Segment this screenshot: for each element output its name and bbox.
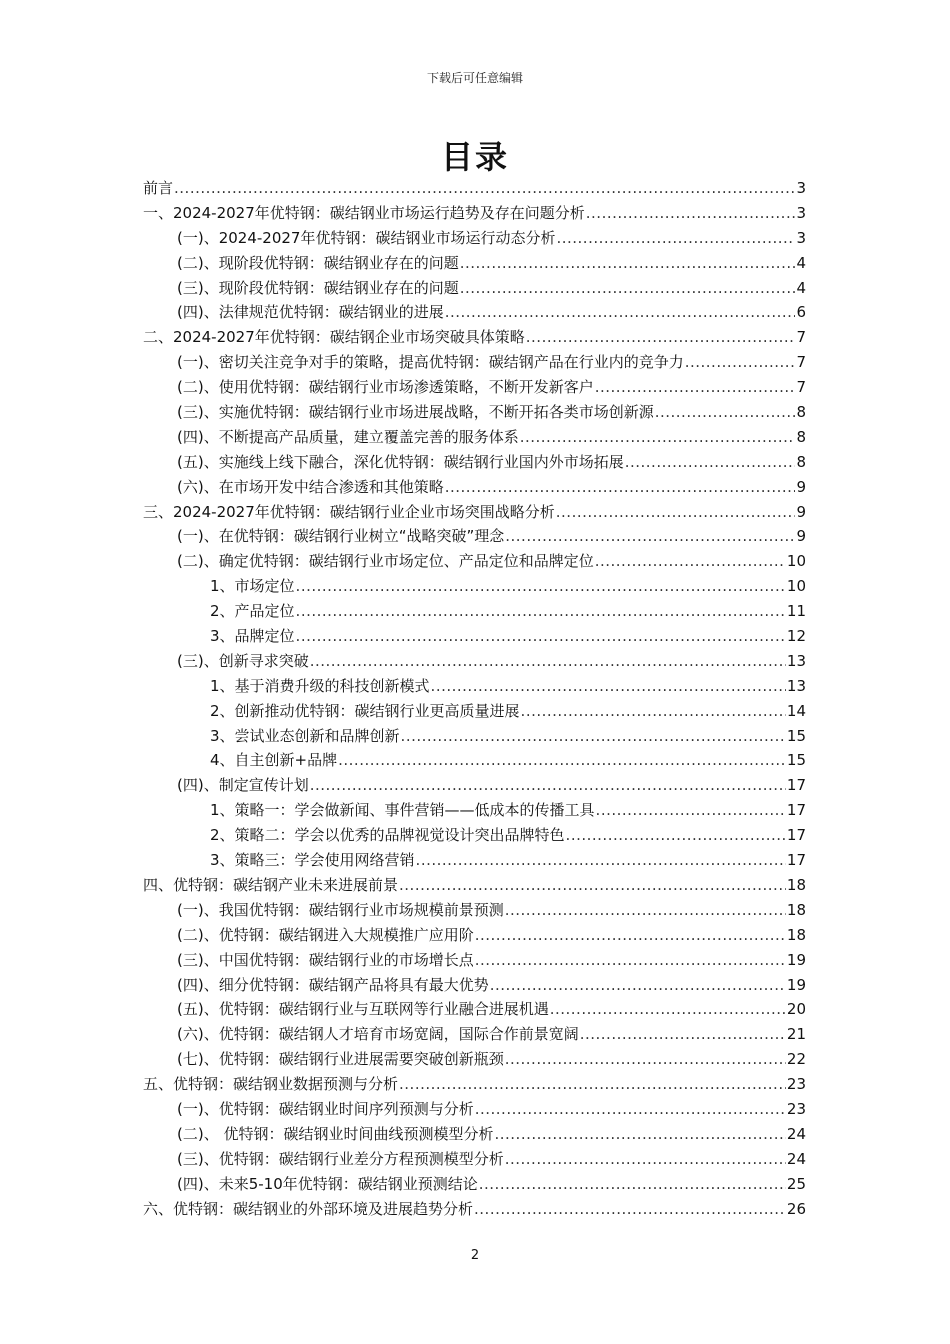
toc-page-number: 26	[786, 1199, 806, 1218]
toc-dot-leader	[566, 823, 786, 848]
toc-entry[interactable]	[143, 649, 806, 674]
toc-page-number: 4	[796, 253, 806, 272]
toc-page-number: 11	[786, 602, 806, 621]
toc-entry-text: 五、优特钢：碳结钢业数据预测与分析	[143, 1075, 399, 1094]
toc-entry-text: (三)、实施优特钢：碳结钢行业市场进展战略，不断开拓各类市场创新源	[177, 403, 654, 422]
toc-page-number: 9	[796, 502, 806, 521]
toc-page-number: 17	[786, 851, 806, 870]
page-header: 下载后可任意编辑	[426, 71, 523, 85]
toc-entry-text: (六)、在市场开发中结合渗透和其他策略	[177, 477, 444, 496]
toc-entry-text: (六)、优特钢：碳结钢人才培育市场宽阔，国际合作前景宽阔	[177, 1025, 579, 1044]
toc-page-number: 10	[786, 577, 806, 596]
toc-entry[interactable]	[143, 674, 806, 699]
toc-entry-text: (五)、实施线上线下融合，深化优特钢：碳结钢行业国内外市场拓展	[177, 452, 624, 471]
toc-page-number: 17	[786, 801, 806, 820]
toc-dot-leader	[460, 276, 796, 301]
page-number: 2	[470, 1248, 480, 1263]
toc-entry-text: (一)、我国优特钢：碳结钢行业市场规模前景预测	[177, 900, 504, 919]
toc-page-number: 23	[786, 1099, 806, 1118]
toc-entry[interactable]	[143, 1047, 806, 1072]
toc-page-number: 4	[796, 278, 806, 297]
toc-entry-text: 1、策略一：学会做新闻、事件营销——低成本的传播工具	[210, 801, 595, 820]
toc-page-number: 17	[786, 826, 806, 845]
toc-page-number: 21	[786, 1025, 806, 1044]
toc-entry-text: (三)、优特钢：碳结钢行业差分方程预测模型分析	[177, 1149, 504, 1168]
toc-dot-leader	[445, 475, 796, 500]
toc-entry-text: 1、市场定位	[210, 577, 295, 596]
toc-entry[interactable]	[143, 748, 806, 773]
toc-page-number: 24	[786, 1124, 806, 1143]
toc-dot-leader	[556, 500, 796, 525]
toc-page-number: 9	[796, 477, 806, 496]
toc-entry-text: (七)、优特钢：碳结钢行业进展需要突破创新瓶颈	[177, 1050, 504, 1069]
toc-dot-leader	[655, 400, 796, 425]
toc-page-number: 3	[796, 179, 806, 197]
toc-entry[interactable]	[143, 773, 806, 798]
toc-entry[interactable]	[143, 450, 806, 475]
toc-entry[interactable]	[143, 1022, 806, 1047]
toc-page-number: 13	[786, 651, 806, 670]
toc-page-number: 20	[786, 1000, 806, 1019]
toc-entry-text: 2、创新推动优特钢：碳结钢行业更高质量进展	[210, 701, 520, 720]
toc-entry[interactable]	[143, 1097, 806, 1122]
toc-entry[interactable]	[143, 176, 806, 201]
toc-dot-leader	[521, 699, 786, 724]
toc-entry-text: 四、优特钢：碳结钢产业未来进展前景	[143, 875, 399, 894]
toc-entry-text: 2、产品定位	[210, 602, 295, 621]
toc-dot-leader	[401, 724, 786, 749]
toc-entry[interactable]	[143, 923, 806, 948]
toc-page-number: 18	[786, 875, 806, 894]
toc-entry[interactable]	[143, 524, 806, 549]
toc-dot-leader	[310, 649, 786, 674]
toc-entry-text: 六、优特钢：碳结钢业的外部环境及进展趋势分析	[143, 1199, 474, 1218]
table-of-contents	[143, 176, 806, 1221]
toc-entry-text: 3、品牌定位	[210, 627, 295, 646]
toc-dot-leader	[505, 898, 786, 923]
toc-dot-leader	[416, 848, 786, 873]
toc-dot-leader	[595, 549, 786, 574]
toc-dot-leader	[479, 1172, 786, 1197]
toc-dot-leader	[505, 524, 795, 549]
toc-dot-leader	[520, 425, 796, 450]
toc-entry[interactable]	[143, 898, 806, 923]
toc-entry[interactable]	[143, 276, 806, 301]
toc-page-number: 10	[786, 552, 806, 571]
toc-entry-text: (二)、 优特钢：碳结钢业时间曲线预测模型分析	[177, 1124, 494, 1143]
toc-page-number: 22	[786, 1050, 806, 1069]
toc-dot-leader	[296, 624, 786, 649]
toc-entry[interactable]	[143, 599, 806, 624]
toc-entry-text: (一)、在优特钢：碳结钢行业树立“战略突破”理念	[177, 527, 505, 546]
toc-dot-leader	[550, 997, 786, 1022]
toc-entry[interactable]	[143, 574, 806, 599]
toc-dot-leader	[338, 748, 786, 773]
toc-dot-leader	[445, 300, 796, 325]
toc-entry[interactable]	[143, 1072, 806, 1097]
toc-entry[interactable]	[143, 226, 806, 251]
toc-dot-leader	[431, 674, 786, 699]
toc-dot-leader	[399, 1072, 786, 1097]
toc-dot-leader	[310, 773, 786, 798]
toc-entry-text: (一)、2024-2027年优特钢：碳结钢业市场运行动态分析	[177, 228, 556, 247]
toc-entry[interactable]	[143, 549, 806, 574]
toc-dot-leader	[505, 1147, 786, 1172]
toc-page-number: 25	[786, 1174, 806, 1193]
toc-entry-text: 三、2024-2027年优特钢：碳结钢行业企业市场突围战略分析	[143, 502, 555, 521]
toc-entry-text: (四)、法律规范优特钢：碳结钢业的进展	[177, 303, 444, 322]
toc-page-number: 15	[786, 751, 806, 770]
toc-entry[interactable]	[143, 948, 806, 973]
toc-entry-text: 1、基于消费升级的科技创新模式	[210, 676, 430, 695]
toc-page-number: 7	[796, 378, 806, 397]
toc-page-number: 17	[786, 776, 806, 795]
toc-entry[interactable]	[143, 400, 806, 425]
toc-entry-text: (二)、优特钢：碳结钢进入大规模推广应用阶	[177, 925, 474, 944]
toc-entry-text: (四)、不断提高产品质量，建立覆盖完善的服务体系	[177, 427, 519, 446]
toc-dot-leader	[490, 973, 786, 998]
toc-page-number: 18	[786, 925, 806, 944]
toc-entry-text: 前言	[143, 179, 174, 197]
toc-entry-text: (二)、现阶段优特钢：碳结钢业存在的问题	[177, 253, 459, 272]
toc-entry-text: (四)、未来5-10年优特钢：碳结钢业预测结论	[177, 1174, 478, 1193]
toc-dot-leader	[494, 1122, 785, 1147]
toc-dot-leader	[685, 350, 796, 375]
toc-dot-leader	[625, 450, 796, 475]
toc-entry[interactable]	[143, 848, 806, 873]
toc-page-number: 3	[796, 203, 806, 222]
toc-dot-leader	[505, 1047, 786, 1072]
toc-dot-leader	[556, 226, 795, 251]
toc-page-number: 19	[786, 975, 806, 994]
toc-dot-leader	[474, 1197, 786, 1222]
toc-entry[interactable]	[143, 251, 806, 276]
toc-dot-leader	[296, 574, 786, 599]
toc-entry[interactable]	[143, 350, 806, 375]
toc-entry[interactable]	[143, 823, 806, 848]
toc-entry[interactable]	[143, 873, 806, 898]
toc-entry[interactable]	[143, 201, 806, 226]
toc-entry[interactable]	[143, 997, 806, 1022]
toc-entry[interactable]	[143, 1172, 806, 1197]
toc-dot-leader	[580, 1022, 786, 1047]
toc-dot-leader	[595, 375, 796, 400]
toc-entry-text: (三)、现阶段优特钢：碳结钢业存在的问题	[177, 278, 459, 297]
toc-page-number: 19	[786, 950, 806, 969]
toc-page-number: 14	[786, 701, 806, 720]
toc-dot-leader	[460, 251, 796, 276]
toc-entry-text: 3、尝试业态创新和品牌创新	[210, 726, 400, 745]
toc-page-number: 7	[796, 353, 806, 372]
toc-page-number: 18	[786, 900, 806, 919]
toc-page-number: 8	[796, 403, 806, 422]
toc-dot-leader	[475, 948, 786, 973]
toc-page-number: 23	[786, 1075, 806, 1094]
toc-page-number: 6	[796, 303, 806, 322]
toc-entry-text: (二)、确定优特钢：碳结钢行业市场定位、产品定位和品牌定位	[177, 552, 594, 571]
toc-dot-leader	[475, 1097, 786, 1122]
toc-entry[interactable]	[143, 1122, 806, 1147]
toc-page-number: 15	[786, 726, 806, 745]
toc-entry[interactable]	[143, 1197, 806, 1222]
toc-entry-text: (二)、使用优特钢：碳结钢行业市场渗透策略，不断开发新客户	[177, 378, 594, 397]
toc-page-number: 24	[786, 1149, 806, 1168]
toc-page-number: 7	[796, 328, 806, 347]
toc-entry[interactable]	[143, 699, 806, 724]
toc-dot-leader	[526, 325, 796, 350]
toc-entry-text: (三)、创新寻求突破	[177, 651, 309, 670]
toc-entry[interactable]	[143, 300, 806, 325]
toc-entry[interactable]	[143, 1147, 806, 1172]
toc-entry[interactable]	[143, 724, 806, 749]
toc-entry[interactable]	[143, 973, 806, 998]
toc-page-number: 8	[796, 452, 806, 471]
toc-entry-text: (四)、制定宣传计划	[177, 776, 309, 795]
toc-entry-text: (四)、细分优特钢：碳结钢产品将具有最大优势	[177, 975, 489, 994]
toc-entry-text: 4、自主创新+品牌	[210, 751, 338, 770]
toc-page-number: 9	[796, 527, 806, 546]
toc-page-number: 8	[796, 427, 806, 446]
toc-title: 目录	[440, 138, 509, 176]
toc-entry[interactable]	[143, 475, 806, 500]
toc-entry-text: 二、2024-2027年优特钢：碳结钢企业市场突破具体策略	[143, 328, 525, 347]
toc-entry[interactable]	[143, 375, 806, 400]
toc-entry-text: 3、策略三：学会使用网络营销	[210, 851, 415, 870]
toc-entry[interactable]	[143, 500, 806, 525]
toc-entry-text: 一、2024-2027年优特钢：碳结钢业市场运行趋势及存在问题分析	[143, 203, 585, 222]
toc-page-number: 3	[796, 228, 806, 247]
toc-entry-text: (三)、中国优特钢：碳结钢行业的市场增长点	[177, 950, 474, 969]
toc-entry-text: 2、策略二：学会以优秀的品牌视觉设计突出品牌特色	[210, 826, 565, 845]
toc-dot-leader	[596, 798, 786, 823]
toc-entry-text: (一)、优特钢：碳结钢业时间序列预测与分析	[177, 1099, 474, 1118]
toc-entry-text: (五)、优特钢：碳结钢行业与互联网等行业融合进展机遇	[177, 1000, 549, 1019]
toc-entry[interactable]	[143, 425, 806, 450]
toc-entry[interactable]	[143, 325, 806, 350]
toc-dot-leader	[586, 201, 796, 226]
toc-dot-leader	[399, 873, 786, 898]
toc-entry-text: (一)、密切关注竞争对手的策略，提高优特钢：碳结钢产品在行业内的竞争力	[177, 353, 684, 372]
toc-entry[interactable]	[143, 624, 806, 649]
toc-dot-leader	[174, 176, 795, 201]
toc-entry[interactable]	[143, 798, 806, 823]
toc-page-number: 12	[786, 627, 806, 646]
toc-dot-leader	[296, 599, 786, 624]
toc-dot-leader	[475, 923, 786, 948]
toc-page-number: 13	[786, 676, 806, 695]
